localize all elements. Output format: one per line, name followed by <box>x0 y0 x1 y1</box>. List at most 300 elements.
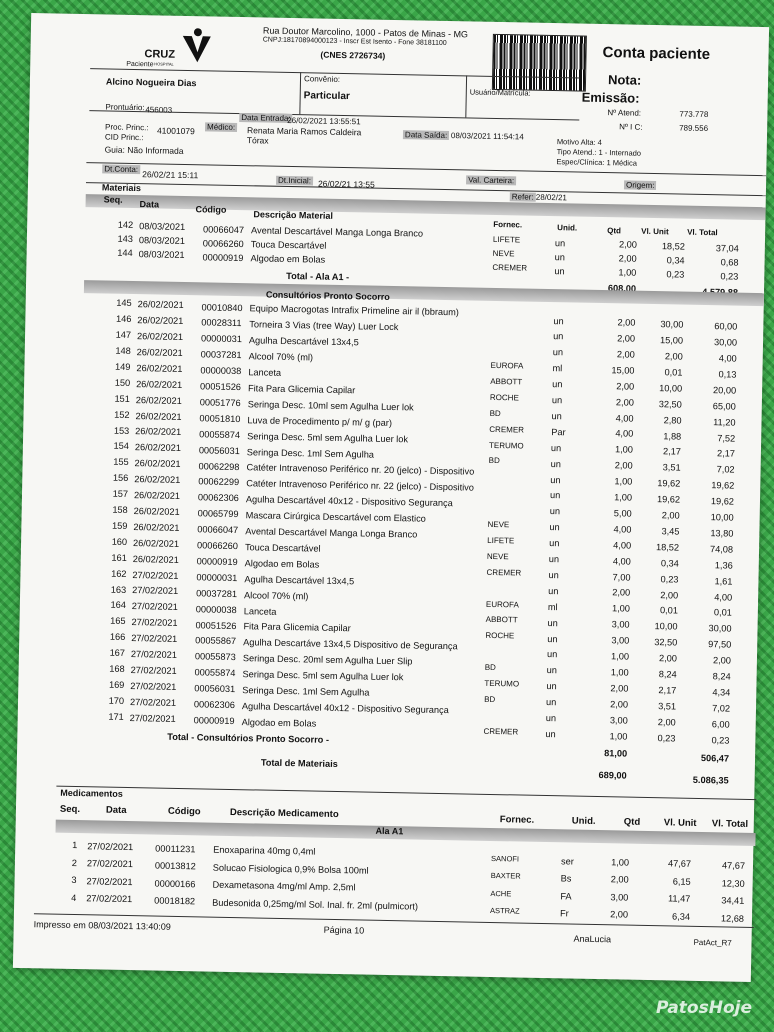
material-date: 26/02/2021 <box>132 537 180 549</box>
medication-supplier: ACHE <box>490 888 512 899</box>
material-description: Seringa Desc. 1ml Sem Agulha <box>246 446 375 460</box>
material-supplier: CREMER <box>492 263 528 273</box>
material-supplier: EUROFA <box>490 360 524 371</box>
med-col-vlunit: Vl. Unit <box>663 817 697 829</box>
material-qty: 2,00 <box>618 253 637 264</box>
material-unit-price: 18,52 <box>656 541 680 553</box>
material-code: 00066047 <box>197 524 239 536</box>
material-qty: 2,00 <box>616 381 635 392</box>
total-pronto-socorro-qty: 81,00 <box>604 748 628 760</box>
material-description: Avental Descartável Manga Longa Branco <box>250 225 424 240</box>
espec-clinica: Espec/Clínica: 1 Médica <box>556 157 638 168</box>
material-code: 00055874 <box>194 667 236 679</box>
material-total: 7,02 <box>716 464 735 475</box>
total-materiais-label: Total de Materiais <box>260 757 338 770</box>
material-seq: 156 <box>112 472 129 484</box>
material-date: 27/02/2021 <box>131 617 178 629</box>
material-description: Lanceta <box>248 367 282 378</box>
med-col-codigo: Código <box>167 805 201 818</box>
col-qtd: Qtd <box>607 226 622 236</box>
medication-unit-price: 6,34 <box>672 911 691 922</box>
svg-text:HOSPITAL: HOSPITAL <box>154 61 174 67</box>
atend-value: 773.778 <box>679 109 709 120</box>
material-seq: 151 <box>114 393 130 404</box>
material-unit: un <box>547 617 558 628</box>
refer-value: 28/02/21 <box>535 192 568 203</box>
material-date: 27/02/2021 <box>131 633 178 645</box>
material-qty: 1,00 <box>610 667 629 678</box>
nota-label: Nota: <box>607 72 642 88</box>
material-unit-price: 0,34 <box>660 557 679 569</box>
material-date: 27/02/2021 <box>131 601 178 613</box>
material-supplier: NEVE <box>492 249 515 259</box>
col-vlunit: Vl. Unit <box>641 226 669 237</box>
medication-seq: 2 <box>71 857 78 869</box>
material-unit-price: 30,00 <box>660 319 684 330</box>
atend-label: Nº Atend: <box>607 108 642 118</box>
material-seq: 143 <box>117 234 134 245</box>
material-unit: un <box>545 728 556 740</box>
material-unit: ml <box>547 601 558 612</box>
material-qty: 4,00 <box>613 540 632 551</box>
material-unit: un <box>554 265 565 276</box>
material-unit: un <box>549 506 561 517</box>
material-date: 27/02/2021 <box>130 664 177 676</box>
material-qty: 15,00 <box>611 365 635 376</box>
medication-seq: 4 <box>71 892 77 903</box>
material-total: 0,01 <box>713 607 732 618</box>
material-code: 00051810 <box>199 413 241 424</box>
material-code: 00055873 <box>194 651 236 663</box>
material-total: 0,68 <box>720 257 739 268</box>
dt-conta-label: Dt.Conta: <box>104 164 139 175</box>
material-unit-price: 2,00 <box>660 589 679 601</box>
material-code: 00066260 <box>202 237 244 249</box>
page-number: Página 10 <box>323 924 365 936</box>
patient-label: Paciente <box>126 60 154 69</box>
material-code: 00055874 <box>199 429 241 440</box>
material-unit: un <box>546 665 558 676</box>
material-code: 00066047 <box>203 223 245 235</box>
medico-label: Médico: <box>206 122 236 132</box>
material-unit: un <box>550 442 562 453</box>
material-date: 27/02/2021 <box>132 585 179 597</box>
material-supplier: BD <box>488 456 500 466</box>
cnes-line: (CNES 2726734) <box>320 49 386 61</box>
med-ala: Ala A1 <box>375 825 404 837</box>
material-unit-price: 18,52 <box>661 241 685 252</box>
material-qty: 1,00 <box>618 267 637 278</box>
material-description: Luva de Procedimento p/ m/ g (par) <box>247 414 393 428</box>
material-description: Alcool 70% (ml) <box>248 351 314 363</box>
material-qty: 5,00 <box>613 508 632 519</box>
material-description: Fita Para Glicemia Capilar <box>243 621 351 634</box>
svg-text:CRUZ: CRUZ <box>144 48 176 61</box>
material-code: 00056031 <box>198 444 240 456</box>
material-qty: 4,00 <box>615 428 634 440</box>
material-total: 0,23 <box>711 734 730 746</box>
material-total: 1,36 <box>714 559 733 571</box>
material-description: Fita Para Glicemia Capilar <box>247 383 356 396</box>
origem-label: Origem: <box>625 180 655 191</box>
material-code: 00051776 <box>199 397 241 409</box>
medication-qty: 1,00 <box>611 857 630 868</box>
material-description: Seringa Desc. 20ml sem Agulha Luer Slip <box>242 653 413 667</box>
tipo-atend: Tipo Atend.: 1 - Internado <box>556 147 642 158</box>
material-total: 19,62 <box>711 480 735 491</box>
material-qty: 1,00 <box>614 444 634 456</box>
material-unit-price: 1,88 <box>663 430 682 442</box>
emissao-label: Emissão: <box>581 89 640 106</box>
material-unit-price: 19,62 <box>656 494 681 505</box>
total-pronto-socorro-total: 506,47 <box>700 752 730 764</box>
total-pronto-socorro-label: Total - Consultórios Pronto Socorro - <box>167 732 330 746</box>
med-col-seq: Seq. <box>59 803 81 816</box>
material-description: Touca Descartável <box>250 239 327 252</box>
medication-total: 47,67 <box>721 860 746 872</box>
material-qty: 2,00 <box>612 587 631 599</box>
material-unit: un <box>547 633 558 644</box>
watermark: PatosHoje <box>655 998 752 1018</box>
material-description: Torneira 3 Vias (tree Way) Luer Lock <box>249 319 399 333</box>
material-supplier: EUROFA <box>485 599 519 609</box>
material-date: 26/02/2021 <box>133 505 180 517</box>
ic-value: 789.556 <box>679 123 709 134</box>
material-supplier: CREMER <box>489 424 525 435</box>
material-unit: un <box>554 237 566 248</box>
material-total: 7,02 <box>712 703 731 714</box>
material-code: 00000919 <box>193 715 235 726</box>
material-unit: un <box>554 251 565 262</box>
material-seq: 164 <box>110 600 126 611</box>
barcode <box>492 34 587 92</box>
material-seq: 159 <box>111 520 128 531</box>
material-date: 26/02/2021 <box>134 442 181 454</box>
medication-qty: 3,00 <box>610 892 629 903</box>
material-supplier: BD <box>484 662 496 673</box>
medication-seq: 1 <box>72 840 78 851</box>
material-seq: 163 <box>110 584 127 595</box>
material-qty: 1,00 <box>614 476 633 487</box>
operator: AnaLucia <box>573 933 612 945</box>
material-date: 27/02/2021 <box>129 696 177 708</box>
material-unit-price: 0,23 <box>666 269 685 280</box>
material-unit: un <box>548 569 559 581</box>
material-supplier: LIFETE <box>492 235 521 245</box>
material-date: 08/03/2021 <box>139 221 186 233</box>
material-unit: un <box>552 379 563 390</box>
material-qty: 3,00 <box>609 714 628 726</box>
col-data: Data <box>139 199 160 210</box>
material-unit-price: 2,00 <box>664 351 683 362</box>
material-date: 26/02/2021 <box>135 410 182 422</box>
material-code: 00055867 <box>195 635 237 647</box>
material-date: 26/02/2021 <box>136 362 183 374</box>
material-unit: un <box>546 649 558 660</box>
medication-date: 27/02/2021 <box>87 841 134 852</box>
material-date: 27/02/2021 <box>132 569 179 581</box>
medication-qty: 2,00 <box>610 909 629 920</box>
material-qty: 1,00 <box>609 730 628 742</box>
proc-princ-value: 41001079 <box>156 125 195 137</box>
material-date: 26/02/2021 <box>136 347 183 358</box>
medication-unit: Bs <box>560 873 572 884</box>
material-unit-price: 10,00 <box>654 621 678 632</box>
material-seq: 146 <box>115 313 132 325</box>
material-qty: 2,00 <box>617 317 636 328</box>
material-total: 30,00 <box>713 337 738 348</box>
material-code: 00062306 <box>193 699 235 711</box>
medico-value: Renata Maria Ramos Caldeira <box>246 125 362 138</box>
material-unit-price: 2,17 <box>658 685 677 696</box>
material-description: Mascara Cirúrgica Descartável com Elastico <box>245 510 426 524</box>
material-unit-price: 0,01 <box>659 605 678 616</box>
material-supplier: TERUMO <box>488 440 524 451</box>
document-title: Conta paciente <box>602 43 711 64</box>
material-qty: 4,00 <box>613 524 632 535</box>
med-col-unid: Unid. <box>571 815 596 827</box>
medication-seq: 3 <box>71 875 77 886</box>
material-code: 00051526 <box>195 619 237 631</box>
material-date: 26/02/2021 <box>135 426 182 438</box>
material-description: Algodao em Bolas <box>241 717 317 729</box>
material-total: 11,20 <box>713 416 736 428</box>
med-col-vltotal: Vl. Total <box>711 818 749 830</box>
material-total: 19,62 <box>710 496 735 507</box>
medication-description: Enoxaparina 40mg 0,4ml <box>213 845 316 857</box>
material-date: 27/02/2021 <box>129 712 176 724</box>
material-supplier: BD <box>484 694 496 704</box>
material-qty: 2,00 <box>617 333 636 344</box>
material-description: Agulha Descartável 40x12 - Dispositivo Segurança <box>241 701 449 716</box>
material-unit: un <box>548 585 559 597</box>
col-unid: Unid. <box>557 223 578 233</box>
prontuario-value: 456003 <box>145 105 173 115</box>
material-qty: 2,00 <box>614 460 633 471</box>
report-code: PatAct_R7 <box>693 937 732 948</box>
material-qty: 2,00 <box>618 239 637 250</box>
material-unit: un <box>551 395 563 406</box>
material-unit-price: 2,00 <box>658 653 678 664</box>
material-code: 00010840 <box>201 301 243 313</box>
material-seq: 165 <box>110 616 126 627</box>
material-total: 4,00 <box>714 591 733 603</box>
medication-unit: ser <box>560 855 574 867</box>
material-description: Alcool 70% (ml) <box>244 589 309 602</box>
dt-inicial-value: 26/02/21 13:55 <box>317 178 375 190</box>
material-description: Agulha Descartável 40x12 - Dispositivo Segurança <box>245 494 453 509</box>
material-seq: 154 <box>113 441 130 452</box>
material-code: 00000919 <box>202 251 244 263</box>
material-date: 26/02/2021 <box>132 553 179 565</box>
material-unit-price: 32,50 <box>654 637 678 648</box>
guia-label: Guia: Não Informada <box>104 144 184 156</box>
medication-unit-price: 6,15 <box>672 876 691 887</box>
material-date: 26/02/2021 <box>137 299 184 311</box>
proc-princ-label: Proc. Princ.: <box>104 122 149 133</box>
total-ala-a1-label: Total - Ala A1 - <box>286 271 350 283</box>
material-qty: 4,00 <box>612 555 631 567</box>
material-total: 4,34 <box>712 687 731 698</box>
material-total: 8,24 <box>712 671 731 682</box>
medication-total: 34,41 <box>721 895 745 907</box>
prontuario-label: Prontuário: <box>105 102 145 113</box>
material-unit: un <box>553 331 564 342</box>
material-code: 00000038 <box>195 603 237 615</box>
medication-unit: FA <box>560 890 572 902</box>
material-description: Seringa Desc. 1ml Sem Agulha <box>242 685 370 698</box>
material-supplier: ROCHE <box>485 631 515 641</box>
material-qty: 1,00 <box>611 603 630 614</box>
material-seq: 147 <box>115 329 132 341</box>
material-supplier: ABBOTT <box>485 615 518 625</box>
material-code: 00000031 <box>196 572 238 583</box>
material-code: 00051526 <box>200 381 242 393</box>
material-seq: 150 <box>114 377 131 388</box>
material-unit-price: 2,00 <box>661 510 680 521</box>
printed-at: Impresso em 08/03/2021 13:40:09 <box>33 919 171 932</box>
col-fornec: Fornec. <box>493 219 523 230</box>
material-unit: un <box>552 347 564 358</box>
medication-description: Budesonida 0,25mg/ml Sol. Inal. fr. 2ml (pulmicort) <box>212 897 419 912</box>
cid-value: Tórax <box>246 135 269 146</box>
material-seq: 153 <box>113 425 130 436</box>
material-total: 37,04 <box>715 243 739 254</box>
material-unit: Par <box>551 426 566 438</box>
material-qty: 2,00 <box>616 349 635 360</box>
material-unit-price: 3,45 <box>661 526 680 537</box>
material-unit-price: 2,80 <box>663 414 682 426</box>
material-qty: 3,00 <box>611 635 630 646</box>
material-code: 00062306 <box>197 492 239 504</box>
col-descricao: Descrição Material <box>253 209 334 221</box>
material-seq: 162 <box>111 568 127 579</box>
material-description: Lanceta <box>243 605 277 617</box>
material-unit-price: 3,51 <box>662 462 681 473</box>
medication-description: Solucao Fisiologica 0,9% Bolsa 100ml <box>212 862 369 876</box>
material-date: 26/02/2021 <box>136 378 183 390</box>
medication-code: 00018182 <box>154 895 196 907</box>
material-unit-price: 10,00 <box>659 382 683 394</box>
material-code: 00028311 <box>201 317 242 329</box>
material-date: 26/02/2021 <box>135 394 182 406</box>
total-ala-a1-qty: 608,00 <box>607 283 637 294</box>
material-supplier: ROCHE <box>489 392 519 403</box>
dt-conta-value: 26/02/21 15:11 <box>142 169 199 181</box>
medication-unit-price: 47,67 <box>667 858 692 870</box>
material-total: 97,50 <box>708 639 732 650</box>
med-col-fornec: Fornec. <box>499 814 535 826</box>
material-total: 74,08 <box>709 543 734 555</box>
material-date: 26/02/2021 <box>133 521 180 533</box>
material-description: Avental Descartável Manga Longa Branco <box>245 526 418 540</box>
material-qty: 7,00 <box>612 571 631 583</box>
address-line: Rua Doutor Marcolino, 1000 - Patos de Minas - MG <box>262 25 469 40</box>
col-vltotal: Vl. Total <box>687 227 718 238</box>
col-seq: Seq. <box>103 194 123 205</box>
data-entrada-value: 26/02/2021 13:55:51 <box>287 115 361 127</box>
val-carteira-label: Val. Carteira: <box>468 175 515 186</box>
group-title-pronto-socorro: Consultórios Pronto Socorro <box>265 289 390 302</box>
material-qty: 1,00 <box>611 651 630 662</box>
material-unit-price: 2,17 <box>662 446 682 458</box>
material-total: 13,80 <box>710 528 734 539</box>
material-total: 0,23 <box>720 271 739 282</box>
material-date: 26/02/2021 <box>136 331 184 343</box>
material-seq: 171 <box>108 711 124 722</box>
refer-label: Refer: <box>511 192 534 202</box>
material-total: 60,00 <box>714 321 738 332</box>
medication-date: 27/02/2021 <box>86 876 133 887</box>
material-seq: 155 <box>113 457 129 468</box>
material-unit: un <box>546 681 557 692</box>
material-code: 00062299 <box>198 476 240 488</box>
material-unit-price: 0,34 <box>666 255 685 266</box>
material-unit-price: 0,23 <box>657 732 676 744</box>
material-unit-price: 8,24 <box>658 669 677 680</box>
medication-supplier: ASTRAZ <box>489 906 520 916</box>
material-seq: 166 <box>109 631 126 643</box>
dt-inicial-label: Dt.Inicial: <box>277 175 312 186</box>
material-date: 08/03/2021 <box>138 235 185 247</box>
med-col-qtd: Qtd <box>623 816 641 828</box>
material-unit: un <box>553 315 564 326</box>
material-description: Catéter Intravenoso Periférico nr. 22 (jelco) - Dispositivo <box>246 478 475 493</box>
material-qty: 1,00 <box>614 492 633 503</box>
material-supplier: CREMER <box>486 567 522 578</box>
medication-code: 00011231 <box>155 843 196 854</box>
material-code: 00000031 <box>200 333 242 345</box>
total-materiais-total: 5.086,35 <box>692 774 729 786</box>
material-code: 00062298 <box>198 460 240 472</box>
med-col-descricao: Descrição Medicamento <box>229 806 339 821</box>
data-entrada-label: Data Entrada: <box>241 113 291 124</box>
material-seq: 148 <box>115 345 131 357</box>
material-description: Touca Descartável <box>244 542 321 554</box>
material-date: 26/02/2021 <box>134 458 181 470</box>
material-code: 00037281 <box>200 349 242 361</box>
material-supplier: NEVE <box>487 519 510 530</box>
material-qty: 2,00 <box>615 396 634 408</box>
material-unit: un <box>548 554 560 565</box>
material-description: Seringa Desc. 10ml sem Agulha Luer lok <box>247 399 414 413</box>
cnpj-line: CNPJ:18170894000123 - Inscr Est Isento - Fone 38181100 <box>262 36 447 47</box>
cid-label: CID Princ.: <box>104 132 144 143</box>
medication-description: Dexametasona 4mg/ml Amp. 2,5ml <box>212 880 356 893</box>
medication-qty: 2,00 <box>610 874 629 885</box>
material-seq: 170 <box>108 695 125 706</box>
material-supplier: TERUMO <box>484 678 520 689</box>
material-description: Algodao em Bolas <box>244 558 320 570</box>
material-total: 6,00 <box>711 718 730 730</box>
material-total: 0,13 <box>718 369 737 380</box>
medication-unit-price: 11,47 <box>667 893 691 905</box>
medication-date: 27/02/2021 <box>86 893 133 905</box>
material-unit: un <box>546 697 557 708</box>
col-codigo: Código <box>195 204 227 215</box>
material-total: 1,61 <box>714 575 733 587</box>
motivo-alta: Motivo Alta: 4 <box>556 137 602 147</box>
material-description: Catéter Intravenoso Periférico nr. 20 (jelco) - Dispositivo <box>246 462 475 478</box>
material-total: 20,00 <box>713 384 737 396</box>
data-saida-label: Data Saída: <box>404 130 448 141</box>
material-supplier: BD <box>489 408 501 418</box>
material-code: 00037281 <box>196 587 238 599</box>
material-seq: 144 <box>117 248 133 259</box>
material-total: 7,52 <box>717 432 736 444</box>
material-date: 27/02/2021 <box>130 649 178 660</box>
material-description: Equipo Macrogotas Intrafix Primeline air il (bbraum) <box>249 303 460 318</box>
